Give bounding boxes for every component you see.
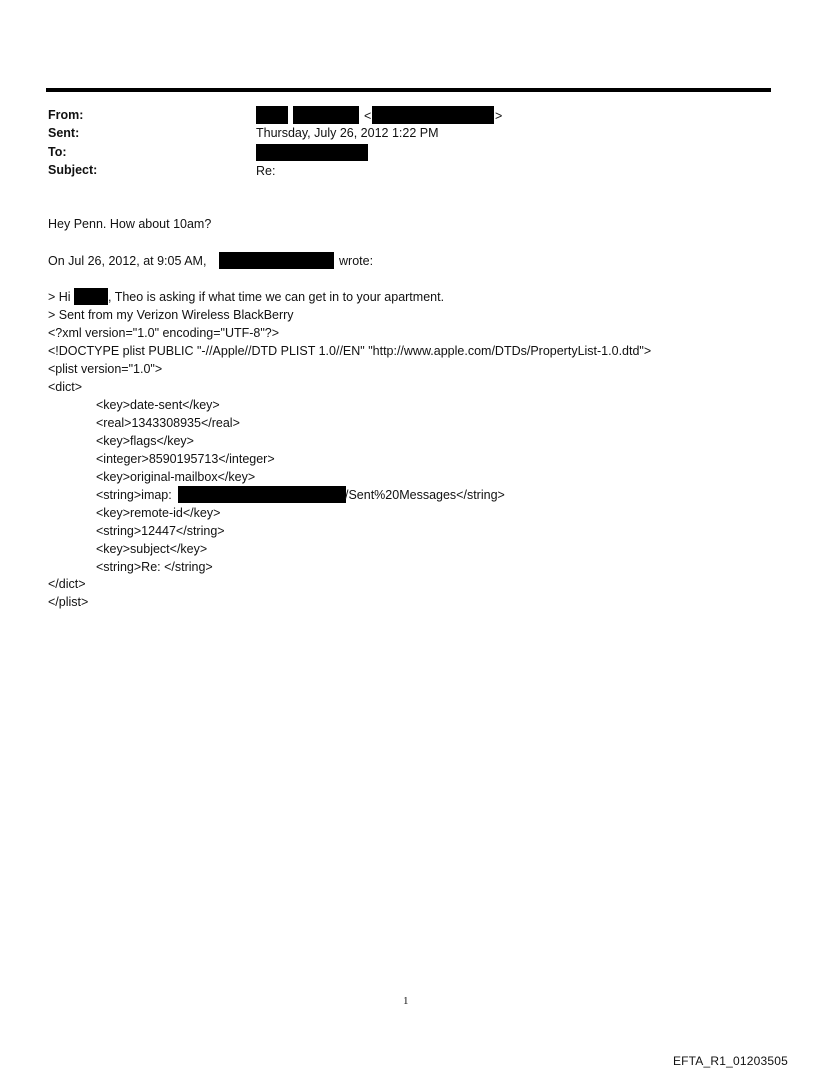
redaction-box xyxy=(372,106,494,124)
xml-declaration: <?xml version="1.0" encoding="UTF-8"?> xyxy=(48,326,280,340)
plist-open: <plist version="1.0"> xyxy=(48,362,163,376)
redaction-box xyxy=(256,106,288,124)
doctype-line: <!DOCTYPE plist PUBLIC "-//Apple//DTD PLIST 1.0//EN" "http://www.apple.com/DTDs/PropertyList-1.0.dtd"> xyxy=(48,344,652,358)
to-label: To: xyxy=(48,145,67,159)
sent-label: Sent: xyxy=(48,126,80,140)
quote-line-2: > Sent from my Verizon Wireless BlackBerry xyxy=(48,308,294,322)
from-gt: > xyxy=(495,109,503,123)
dict-entry: <real>1343308935</real> xyxy=(96,416,240,430)
subject-label: Subject: xyxy=(48,163,98,177)
from-label: From: xyxy=(48,108,84,122)
sent-value: Thursday, July 26, 2012 1:22 PM xyxy=(256,126,439,140)
dict-entry: <key>date-sent</key> xyxy=(96,398,220,412)
redaction-box xyxy=(256,144,368,161)
dict-entry: <integer>8590195713</integer> xyxy=(96,452,275,466)
quote-line-1-after: , Theo is asking if what time we can get in to your apartment. xyxy=(108,290,445,304)
page-number: 1 xyxy=(403,995,409,1007)
dict-entry: <key>remote-id</key> xyxy=(96,506,221,520)
quote-intro-after: wrote: xyxy=(339,254,374,268)
redaction-box xyxy=(293,106,359,124)
quote-intro-before: On Jul 26, 2012, at 9:05 AM, xyxy=(48,254,207,268)
dict-open: <dict> xyxy=(48,380,83,394)
dict-close: </dict> xyxy=(48,577,86,591)
dict-entry: <string>12447</string> xyxy=(96,524,225,538)
redaction-box xyxy=(178,486,346,503)
bates-number: EFTA_R1_01203505 xyxy=(672,1054,788,1068)
from-lt: < xyxy=(364,109,372,123)
redaction-box xyxy=(74,288,108,305)
redaction-box xyxy=(219,252,334,269)
quote-line-1-before: > Hi xyxy=(48,290,71,304)
dict-entry: <string>Re: </string> xyxy=(96,560,213,574)
dict-entry: <key>flags</key> xyxy=(96,434,194,448)
dict-entry: <key>subject</key> xyxy=(96,542,208,556)
dict-entry: <key>original-mailbox</key> xyxy=(96,470,256,484)
subject-value: Re: xyxy=(256,164,276,178)
imap-after: /Sent%20Messages</string> xyxy=(345,488,505,502)
greeting-line: Hey Penn. How about 10am? xyxy=(48,217,212,231)
plist-close: </plist> xyxy=(48,595,89,609)
imap-before: <string>imap: xyxy=(96,488,172,502)
header-rule xyxy=(46,88,771,92)
